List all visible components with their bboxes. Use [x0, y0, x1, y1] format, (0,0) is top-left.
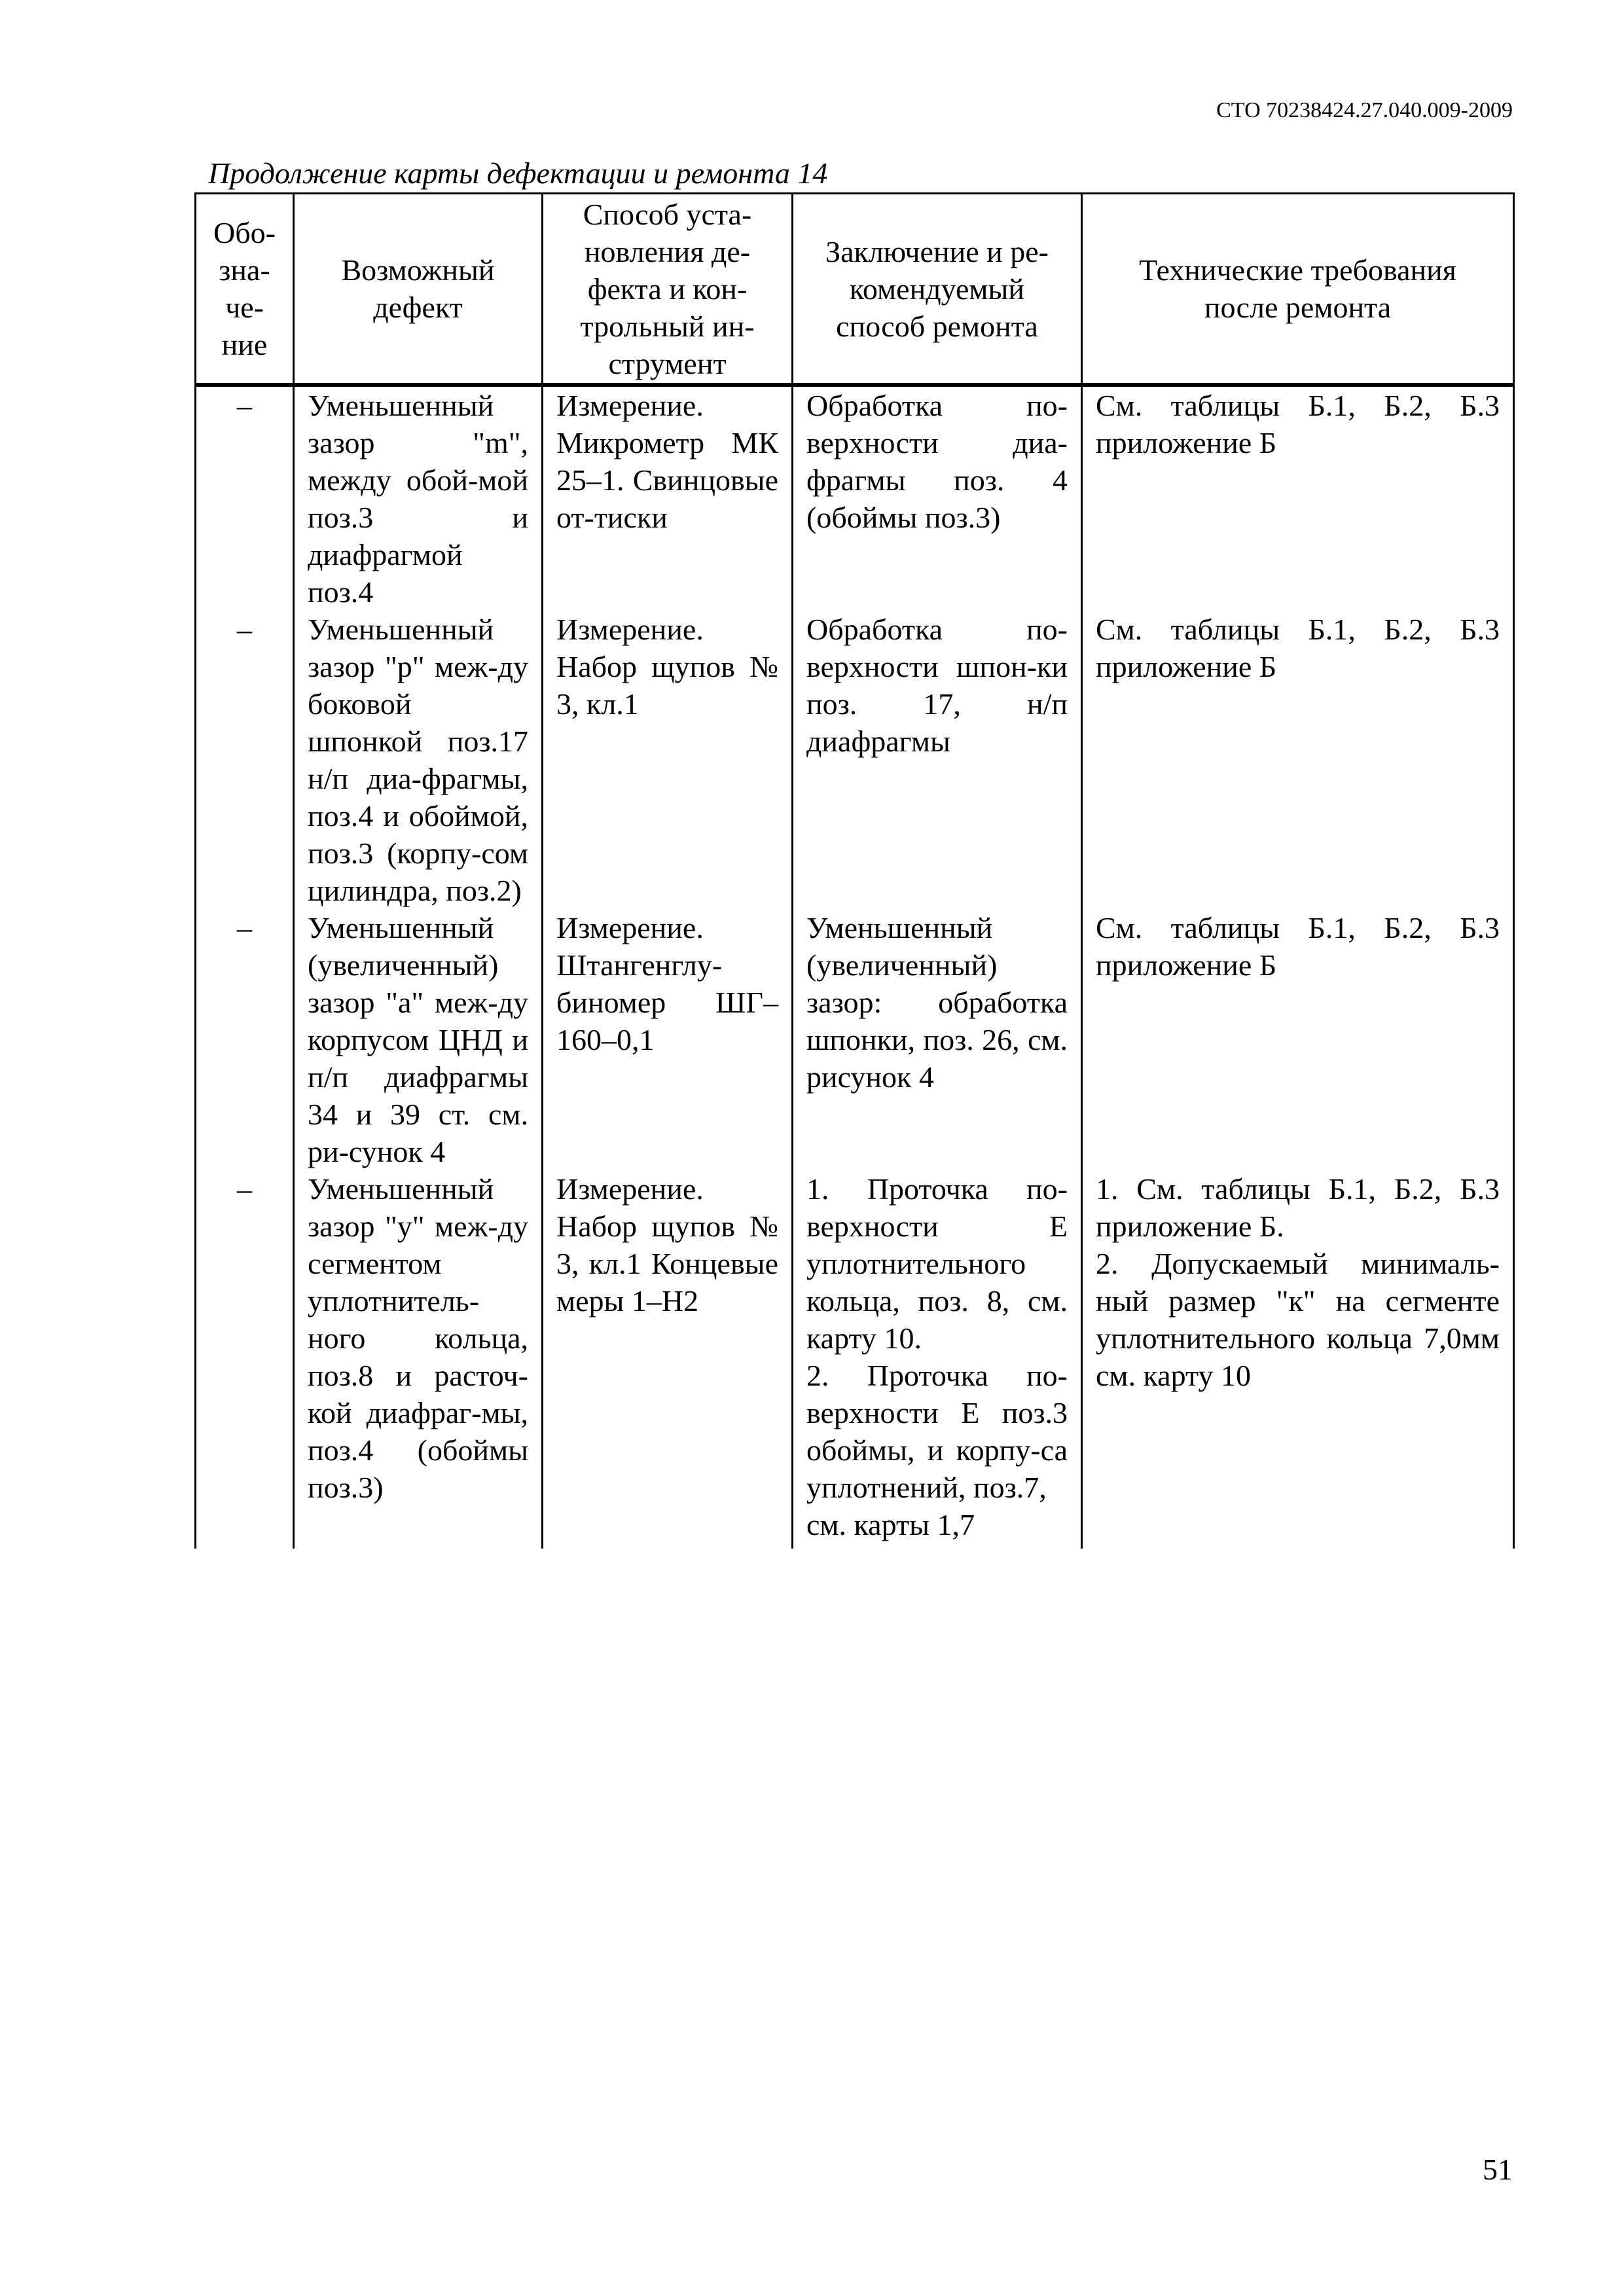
document-code: СТО 70238424.27.040.009-2009 — [1216, 98, 1513, 122]
cell-defect: Уменьшенный зазор "р" меж-ду боковой шпонкой поз.17 н/п диа-фрагмы, поз.4 и обоймой, поз.3 (корпу-сом цилиндра, поз.2) — [294, 611, 543, 909]
cell-designation: – — [196, 1170, 294, 1549]
cell-detection-method: Измерение. Набор щупов № 3, кл.1 — [543, 611, 793, 909]
cell-repair-method: Обработка по-верхности диа-фрагмы поз. 4 (обоймы поз.3) — [793, 385, 1082, 611]
cell-detection-method: Измерение. Штангенглу-биномер ШГ–160–0,1 — [543, 909, 793, 1170]
table-row — [196, 909, 1514, 1170]
cell-requirements: 1. См. таблицы Б.1, Б.2, Б.3 приложение Б. 2. Допускаемый минималь-ный размер "к" на сегменте уплотнительного кольца 7,0мм см. карту 10 — [1082, 1170, 1514, 1549]
column-header-detection-method: Способ уста- новления де- фекта и кон- трольный ин- струмент — [543, 194, 793, 386]
page-number: 51 — [1483, 2153, 1513, 2186]
column-header-designation: Обо- зна- че- ние — [196, 194, 294, 386]
table-caption: Продолжение карты дефектации и ремонта 14 — [208, 156, 828, 190]
column-header-repair-method: Заключение и ре- комендуемый способ ремонта — [793, 194, 1082, 386]
column-header-defect: Возможный дефект — [294, 194, 543, 386]
cell-repair-method: 1. Проточка по-верхности Е уплотнительного кольца, поз. 8, см. карту 10. 2. Проточка по-верхности Е поз.3 обоймы, и корпу-са уплотнений, поз.7, см. карты 1,7 — [793, 1170, 1082, 1549]
cell-detection-method: Измерение. Набор щупов № 3, кл.1 Концевые меры 1–Н2 — [543, 1170, 793, 1549]
cell-detection-method: Измерение. Микрометр МК 25–1. Свинцовые от-тиски — [543, 385, 793, 611]
cell-designation: – — [196, 611, 294, 909]
table-header-row — [196, 194, 1514, 386]
cell-requirements: См. таблицы Б.1, Б.2, Б.3 приложение Б — [1082, 385, 1514, 611]
table-row — [196, 385, 1514, 611]
cell-defect: Уменьшенный (увеличенный) зазор "а" меж-ду корпусом ЦНД и п/п диафрагмы 34 и 39 ст. см. ри-сунок 4 — [294, 909, 543, 1170]
cell-repair-method: Обработка по-верхности шпон-ки поз. 17, н/п диафрагмы — [793, 611, 1082, 909]
cell-designation: – — [196, 385, 294, 611]
defect-repair-table — [194, 192, 1515, 1549]
column-header-requirements: Технические требования после ремонта — [1082, 194, 1514, 386]
table-row — [196, 611, 1514, 909]
cell-requirements: См. таблицы Б.1, Б.2, Б.3 приложение Б — [1082, 611, 1514, 909]
cell-defect: Уменьшенный зазор "m", между обой-мой поз.3 и диафрагмой поз.4 — [294, 385, 543, 611]
cell-repair-method: Уменьшенный (увеличенный) зазор: обработка шпонки, поз. 26, см. рисунок 4 — [793, 909, 1082, 1170]
cell-requirements: См. таблицы Б.1, Б.2, Б.3 приложение Б — [1082, 909, 1514, 1170]
table-row — [196, 1170, 1514, 1549]
cell-defect: Уменьшенный зазор "у" меж-ду сегментом уплотнитель-ного кольца, поз.8 и расточ-кой диафраг-мы, поз.4 (обоймы поз.3) — [294, 1170, 543, 1549]
cell-designation: – — [196, 909, 294, 1170]
